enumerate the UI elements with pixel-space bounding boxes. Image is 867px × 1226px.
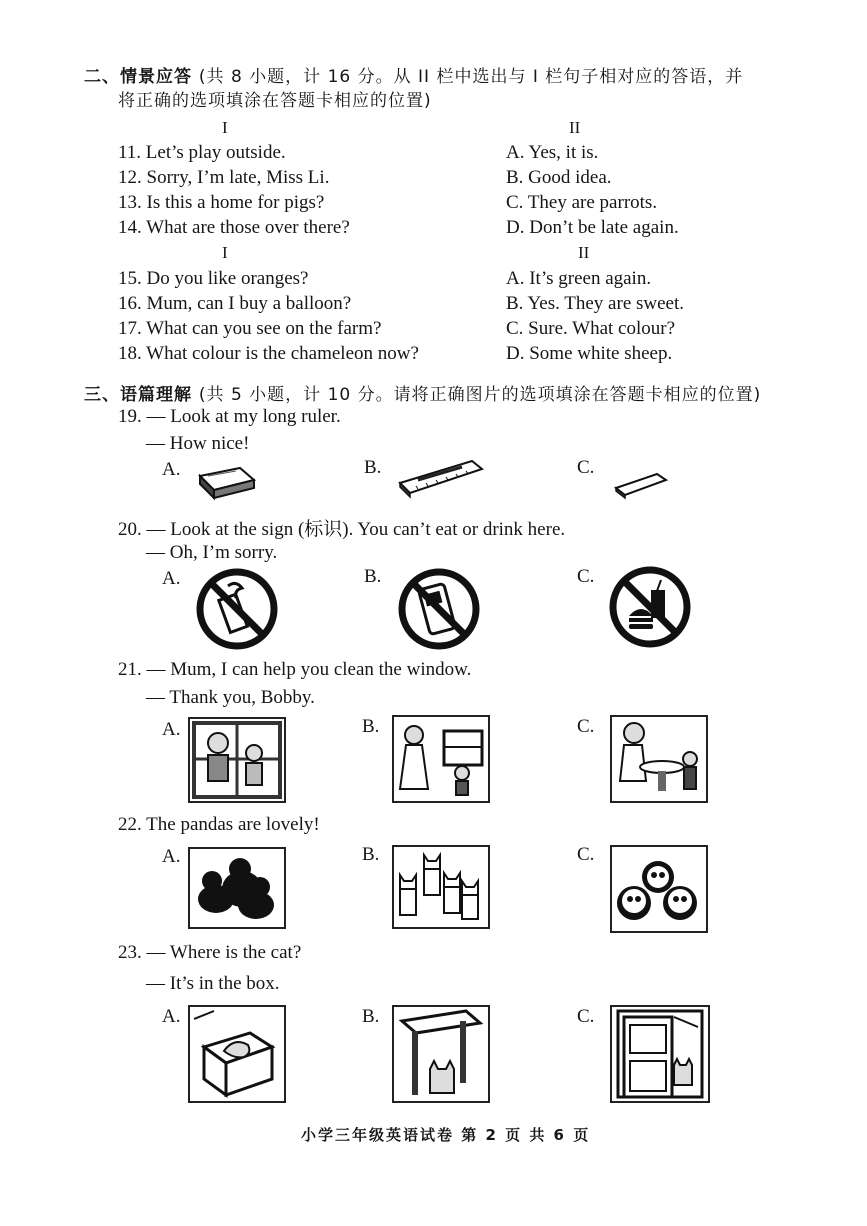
section2-desc-line2: 将正确的选项填涂在答题卡相应的位置) bbox=[118, 91, 432, 111]
answer-1c: C. They are parrots. bbox=[506, 192, 658, 213]
q23-option-b-label: B. bbox=[362, 1006, 380, 1027]
q22-option-a-label: A. bbox=[162, 846, 181, 867]
answer-2c: C. Sure. What colour? bbox=[506, 318, 676, 339]
pandas-picture bbox=[610, 845, 708, 933]
question-12: 12. Sorry, I’m late, Miss Li. bbox=[118, 167, 330, 188]
column-i-header: I bbox=[222, 118, 228, 137]
section3-desc: (共 5 小题，计 10 分。请将正确图片的选项填涂在答题卡相应的位置) bbox=[198, 385, 762, 405]
column-i-header-2: I bbox=[222, 243, 228, 262]
question-20-line2: — Oh, I’m sorry. bbox=[146, 542, 278, 563]
cat-behind-door-picture bbox=[610, 1005, 710, 1103]
question-16: 16. Mum, can I buy a balloon? bbox=[118, 293, 352, 314]
q21-option-b-label: B. bbox=[362, 716, 380, 737]
cat-under-table-picture bbox=[392, 1005, 490, 1103]
black-bears-picture bbox=[188, 847, 286, 929]
q20-option-b-label: B. bbox=[364, 566, 382, 587]
question-17: 17. What can you see on the farm? bbox=[118, 318, 382, 339]
q22-option-c-label: C. bbox=[577, 844, 595, 865]
long-ruler-picture bbox=[396, 455, 486, 499]
column-ii-header: II bbox=[569, 118, 581, 137]
section2-title: 二、情景应答 bbox=[84, 67, 192, 87]
question-23-line1: 23. — Where is the cat? bbox=[118, 942, 302, 963]
answer-2b: B. Yes. They are sweet. bbox=[506, 293, 685, 314]
section2-heading bbox=[84, 62, 743, 87]
question-13: 13. Is this a home for pigs? bbox=[118, 192, 325, 213]
answer-2a: A. It’s green again. bbox=[506, 268, 652, 289]
cat-in-box-picture bbox=[188, 1005, 286, 1103]
question-11: 11. Let’s play outside. bbox=[118, 142, 286, 163]
q19-option-a-label: A. bbox=[162, 459, 181, 480]
q21-option-a-label: A. bbox=[162, 719, 181, 740]
no-food-drink-sign bbox=[607, 564, 693, 650]
answer-1a: A. Yes, it is. bbox=[506, 142, 599, 163]
question-20-line1 bbox=[118, 514, 565, 541]
section3-title: 三、语篇理解 bbox=[84, 385, 192, 405]
eraser-picture bbox=[196, 462, 258, 500]
q19-option-c-label: C. bbox=[577, 457, 595, 478]
question-19-line1: 19. — Look at my long ruler. bbox=[118, 406, 341, 427]
question-22: 22. The pandas are lovely! bbox=[118, 814, 320, 835]
question-18: 18. What colour is the chameleon now? bbox=[118, 343, 419, 364]
short-ruler-picture bbox=[613, 470, 669, 500]
answer-2d: D. Some white sheep. bbox=[506, 343, 673, 364]
q20-option-c-label: C. bbox=[577, 566, 595, 587]
q23-option-c-label: C. bbox=[577, 1006, 595, 1027]
answer-1d: D. Don’t be late again. bbox=[506, 217, 679, 238]
question-19-line2: — How nice! bbox=[146, 433, 250, 454]
question-20-text: 20. — Look at the sign (标识). You can’t eat or drink here. bbox=[118, 519, 566, 540]
question-15: 15. Do you like oranges? bbox=[118, 268, 309, 289]
no-smoking-sign bbox=[194, 566, 280, 652]
cats-picture bbox=[392, 845, 490, 929]
q21-option-c-label: C. bbox=[577, 716, 595, 737]
answer-1b: B. Good idea. bbox=[506, 167, 612, 188]
question-23-line2: — It’s in the box. bbox=[146, 973, 280, 994]
question-21-line2: — Thank you, Bobby. bbox=[146, 687, 315, 708]
mouse-at-window-picture bbox=[392, 715, 490, 803]
q19-option-b-label: B. bbox=[364, 457, 382, 478]
q20-option-a-label: A. bbox=[162, 568, 181, 589]
no-phone-sign bbox=[396, 566, 482, 652]
column-ii-header-2: II bbox=[578, 243, 590, 262]
question-21-line1: 21. — Mum, I can help you clean the window. bbox=[118, 659, 472, 680]
q22-option-b-label: B. bbox=[362, 844, 380, 865]
q23-option-a-label: A. bbox=[162, 1006, 181, 1027]
section3-heading bbox=[84, 380, 761, 405]
section2-desc-line1: (共 8 小题，计 16 分。从 II 栏中选出与 I 栏句子相对应的答语，并 bbox=[198, 67, 744, 87]
page-footer: 小学三年级英语试卷 第 2 页 共 6 页 bbox=[301, 1126, 591, 1144]
cooking-picture bbox=[610, 715, 708, 803]
question-14: 14. What are those over there? bbox=[118, 217, 350, 238]
cleaning-window-picture bbox=[188, 717, 286, 803]
